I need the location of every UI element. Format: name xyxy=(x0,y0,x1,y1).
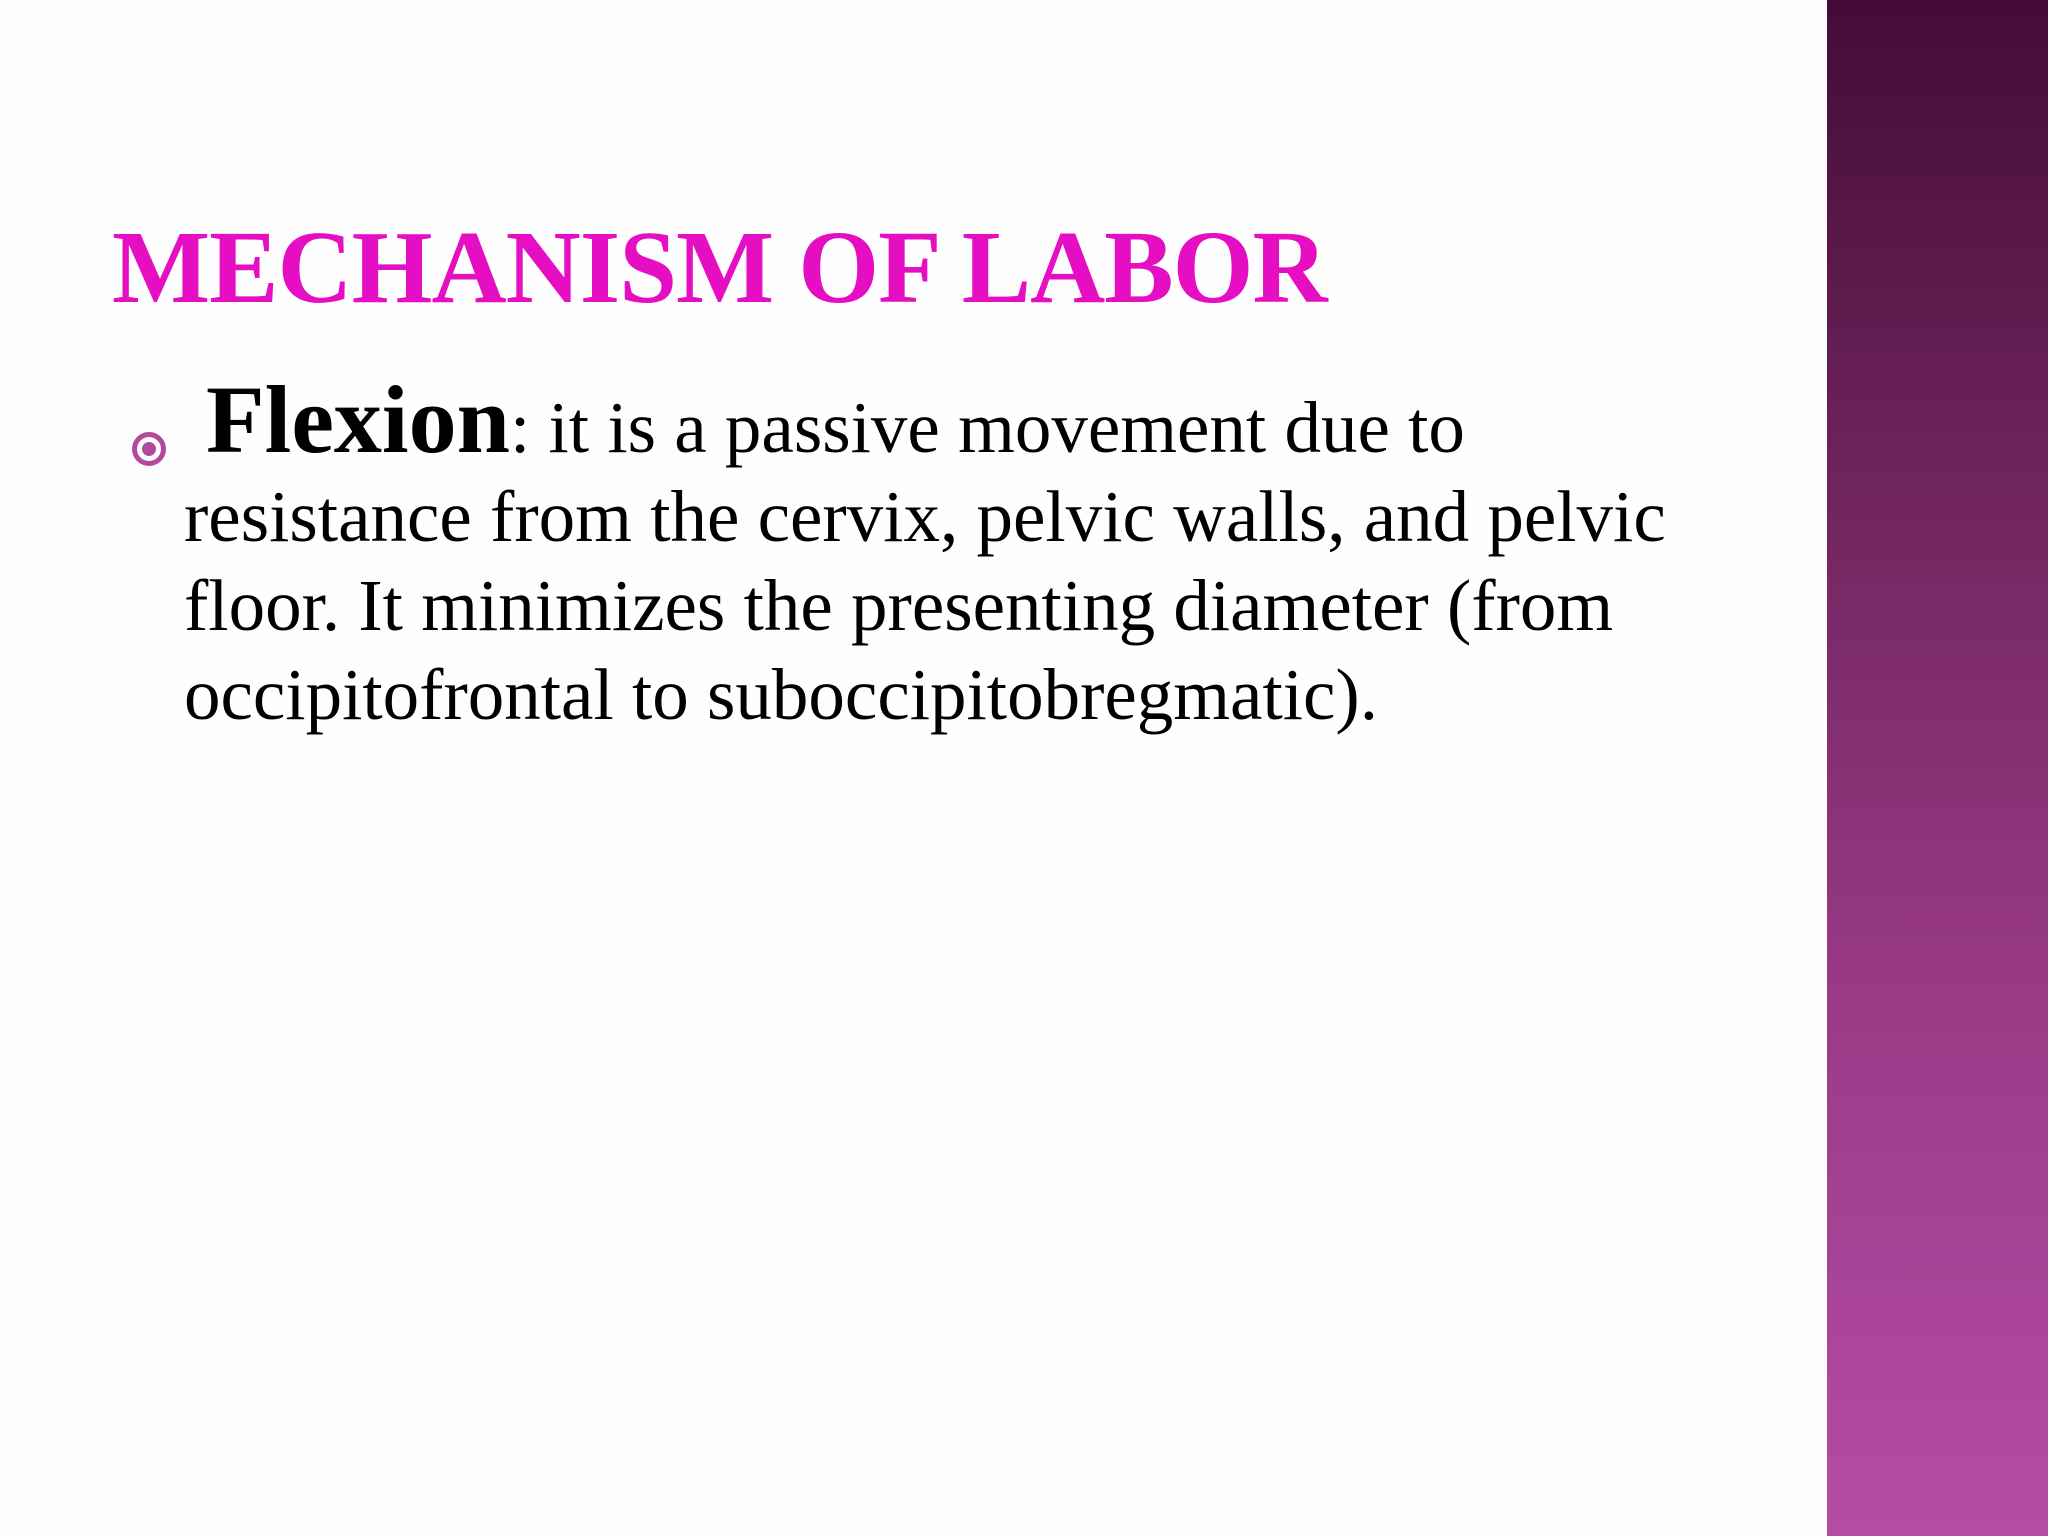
bullet-lead-term: Flexion xyxy=(206,366,510,473)
bullet-body-text: : it is a passive movement due to resistance from the cervix, pelvic walls, and pelvic floor. It minimizes the presenting diameter (from occipitofrontal to suboccipitobregmatic). xyxy=(184,387,1666,735)
decorative-side-band xyxy=(1827,0,2048,1536)
bullet-circle-icon xyxy=(132,432,166,466)
slide-title: MECHANISM OF LABOR xyxy=(112,210,1327,325)
bullet-paragraph xyxy=(184,366,1744,739)
